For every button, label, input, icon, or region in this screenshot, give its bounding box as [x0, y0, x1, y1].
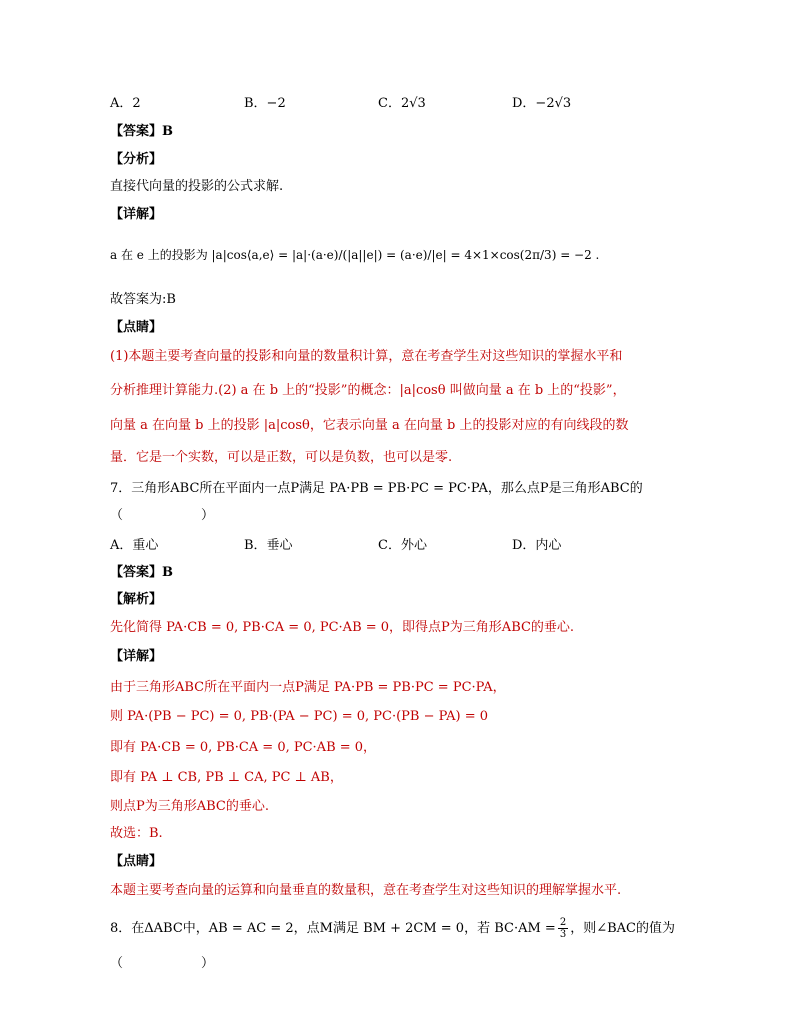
q8-stem-b: ，则∠BAC的值为 — [570, 921, 675, 936]
q6-comment-line-1: (1)本题主要考查向量的投影和向量的数量积计算，意在考查学生对这些知识的掌握水平和 — [110, 349, 623, 364]
q6-option-a: A．2 — [110, 96, 141, 111]
q6-comment-line-2: 分析推理计算能力.(2) a 在 b 上的“投影”的概念：|a|cosθ 叫做向量 a 在 b 上的“投影”， — [110, 383, 626, 398]
q6-comment-tag: 【点睛】 — [110, 320, 163, 335]
q7-detail-line-5: 则点P为三角形ABC的垂心. — [110, 799, 270, 814]
q6-analysis-text: 直接代向量的投影的公式求解. — [110, 179, 284, 194]
q8-stem-a: 8．在ΔABC中，AB = AC = 2，点M满足 BM + 2CM = 0，若 BC·AM = — [110, 921, 556, 936]
q7-detail-line-3: 即有 PA·CB = 0, PB·CA = 0, PC·AB = 0， — [110, 740, 377, 755]
q8-paren: （ ） — [110, 956, 215, 971]
q8-fraction-numerator: 2 — [559, 917, 567, 928]
q6-detail-tag: 【详解】 — [110, 207, 163, 222]
q7-option-a: A．重心 — [110, 538, 159, 553]
q7-stem: 7．三角形ABC所在平面内一点P满足 PA·PB = PB·PC = PC·PA，那么点P是三角形ABC的 — [110, 481, 643, 496]
q6-option-b: B．−2 — [244, 96, 286, 111]
q7-detail-line-6: 故选：B. — [110, 826, 163, 841]
q6-option-c: C．2√3 — [378, 96, 426, 111]
q6-comment-line-4: 量．它是一个实数，可以是正数，可以是负数，也可以是零. — [110, 450, 453, 465]
q6-answer: 【答案】B — [110, 124, 173, 139]
q8-fraction — [558, 917, 568, 940]
q7-comment-text: 本题主要考查向量的运算和向量垂直的数量积，意在考查学生对这些知识的理解掌握水平. — [110, 883, 622, 898]
q7-detail-line-4: 即有 PA ⊥ CB, PB ⊥ CA, PC ⊥ AB， — [110, 770, 343, 785]
q7-analysis-text: 先化简得 PA·CB = 0, PB·CA = 0, PC·AB = 0，即得点P为三角形ABC的垂心. — [110, 620, 575, 635]
q7-analysis-tag: 【解析】 — [110, 592, 163, 607]
q6-comment-line-3: 向量 a 在向量 b 上的投影 |a|cosθ，它表示向量 a 在向量 b 上的投影对应的有向线段的数 — [110, 418, 629, 433]
q8-fraction-denominator: 3 — [559, 929, 567, 940]
q6-detail-formula: a 在 e 上的投影为 |a|cos⟨a,e⟩ = |a|·(a·e)/(|a||e|) = (a·e)/|e| = 4×1×cos(2π/3) = −2 . — [110, 248, 600, 262]
q6-analysis-tag: 【分析】 — [110, 152, 163, 167]
q8-stem — [110, 917, 675, 940]
q7-answer: 【答案】B — [110, 565, 173, 580]
q7-detail-line-1: 由于三角形ABC所在平面内一点P满足 PA·PB = PB·PC = PC·PA， — [110, 680, 506, 695]
q7-paren: （ ） — [110, 508, 215, 523]
q6-option-d: D．−2√3 — [512, 96, 572, 111]
q7-comment-tag: 【点睛】 — [110, 854, 163, 869]
q6-conclusion: 故答案为:B — [110, 292, 176, 307]
q7-option-d: D．内心 — [512, 538, 562, 553]
q7-option-b: B．垂心 — [244, 538, 293, 553]
q7-option-c: C．外心 — [378, 538, 427, 553]
q7-detail-line-2: 则 PA·(PB − PC) = 0, PB·(PA − PC) = 0, PC·(PB − PA) = 0 — [110, 709, 489, 724]
q7-detail-tag: 【详解】 — [110, 649, 163, 664]
